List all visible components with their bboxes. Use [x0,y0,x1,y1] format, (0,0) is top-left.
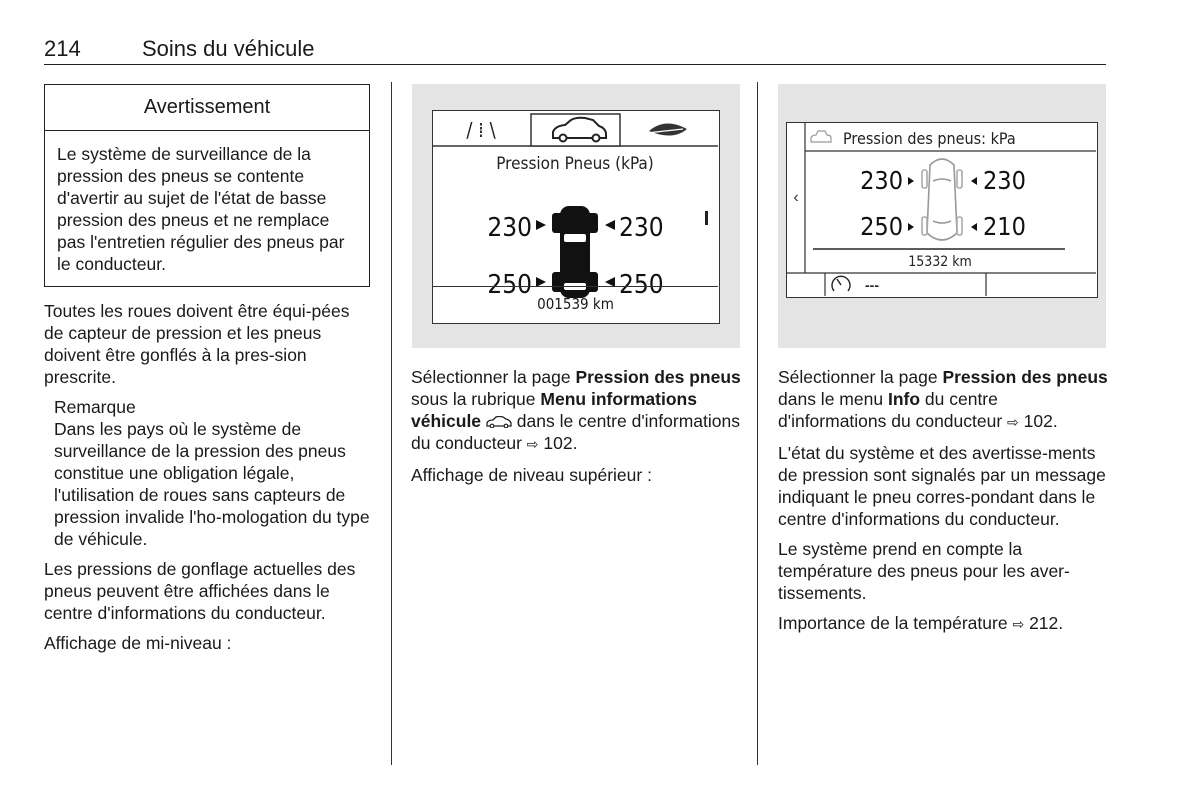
page-ref-number: 212. [1029,613,1064,633]
paragraph-pressures: Les pressions de gonflage actuelles des pneus peuvent être affichées dans le centre d'informations du conducteur. [44,559,356,623]
car-top-view-icon [552,206,598,298]
tire-rear-right: 210 [983,212,1026,241]
page-ref-number: 102. [1023,411,1058,431]
status-value: --- [865,277,879,293]
bold-menu-name: Menu informations véhicule [411,389,697,431]
mid-level-screen [432,110,720,324]
paragraph-sensors: Toutes les roues doivent être équi-pées de capteur de pression et les pneus doivent être gonflés à la pres-sion prescrite. [44,301,350,387]
column-3 [778,366,1108,644]
text-dashboard: dans le centre d'informations du conducteur [411,411,740,453]
paragraph-mid-level: Affichage de mi-niveau : [44,633,232,653]
warning-box [44,84,370,287]
page-ref-arrow-icon: ⇨ [1007,415,1019,431]
text-in-menu: dans le menu [778,389,884,409]
figure-mid-level-display [412,84,740,348]
warning-title: Avertissement [45,85,369,131]
tire-rear-right: 250 [619,270,664,300]
remark-note [54,396,370,550]
text-under: sous la rubrique [411,389,536,409]
odometer-value: 15332 km [908,254,972,270]
car-outline-small-icon [811,131,831,142]
column-2 [411,366,741,494]
paragraph-upper-level: Affichage de niveau supérieur : [411,465,652,485]
scrollbar [705,211,708,225]
paragraph-temperature: Le système prend en compte la température des pneus pour les aver-tissements. [778,539,1070,603]
tab-trip-symbol: / ⁞ \ [466,118,496,142]
display-title: Pression des pneus: kPa [843,129,1016,148]
page-ref-number: 102. [543,433,578,453]
figure-upper-level-display [778,84,1106,348]
paragraph-system-status: L'état du système et des avertisse-ments de pression sont signalés par un message indiquant le pneu corres-pondant dans le centre d'informations du conducteur. [778,443,1106,529]
tire-front-right: 230 [983,166,1026,195]
tire-front-left: 230 [487,213,532,243]
back-arrow-icon: ‹ [793,189,799,206]
tire-front-left: 230 [860,166,903,195]
remark-body: Dans les pays où le système de surveillance de la pression des pneus constitue une obligation légale, l'utilisation de roues sans capteurs de pression invalide l'ho-mologation du type de véhicule. [54,419,370,549]
text-temperature-importance: Importance de la température [778,613,1008,633]
section-title: Soins du véhicule [142,36,315,61]
column-divider-right [757,82,758,765]
bold-pressure-page: Pression des pneus [942,367,1108,387]
speedometer-icon [832,276,850,291]
car-top-view-icon [922,159,962,240]
display-title: Pression Pneus (kPa) [496,154,654,174]
odometer-value: 001539 km [537,295,614,313]
paragraph-select-page [778,366,1108,434]
bold-pressure-page: Pression des pneus [575,367,741,387]
text-select: Sélectionner la page [778,367,938,387]
page-number: 214 [44,36,81,61]
upper-level-screen [786,122,1098,298]
column-divider-left [391,82,392,765]
page-header [44,34,1106,65]
bold-info-menu: Info [887,389,921,409]
paragraph-temperature-ref [778,612,1108,636]
paragraph-select-page [411,366,741,456]
column-1 [44,300,370,662]
text-select: Sélectionner la page [411,367,571,387]
page-ref-arrow-icon: ⇨ [526,437,539,453]
odometer-bar [433,286,718,322]
page-ref-arrow-icon: ⇨ [1012,617,1025,633]
car-icon-inline [486,416,512,428]
tire-rear-left: 250 [487,270,532,300]
text-dashboard: du centre d'informations du conducteur [778,389,1003,431]
upper-level-screen-graphic [787,123,1096,296]
tire-front-right: 230 [619,213,664,243]
eco-leaf-icon [647,123,687,135]
warning-body: Le système de surveillance de la pression des pneus se contente d'avertir au sujet de l'état de basse pression des pneus et ne remplace pas l'entretien régulier des pneus par le conducteur. [57,144,345,274]
remark-title: Remarque [54,397,136,417]
tire-rear-left: 250 [860,212,903,241]
